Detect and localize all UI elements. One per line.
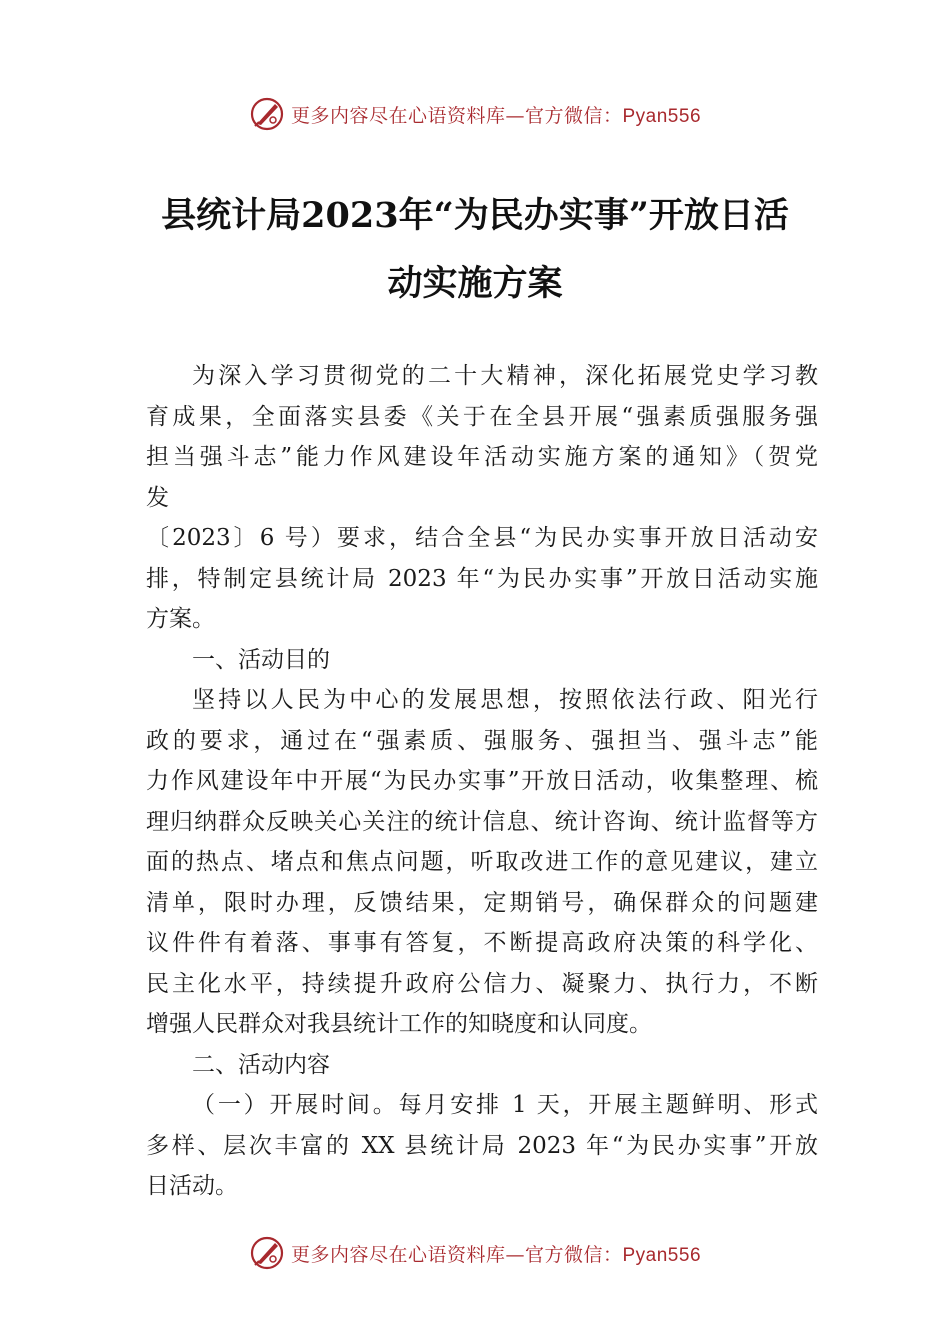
body-line: 育成果，全面落实县委《关于在全县开展“强素质强服务强 <box>146 403 818 430</box>
footer-watermark-banner <box>0 1233 950 1273</box>
document-body <box>146 356 818 1207</box>
body-line: 面的热点、堵点和焦点问题，听取改进工作的意见建议，建立 <box>146 849 818 875</box>
body-line: 多样、层次丰富的 XX 县统计局 2023 年“为民办实事”开放 <box>146 1132 818 1159</box>
header-watermark-banner <box>0 94 950 134</box>
body-line: （一）开展时间。每月安排 1 天，开展主题鲜明、形式 <box>192 1092 818 1118</box>
title-line-2: 动实施方案 <box>387 263 563 304</box>
body-line: 担当强斗志”能力作风建设年活动实施方案的通知》（贺党 <box>146 444 818 470</box>
body-line: 排，特制定县统计局 2023 年“为民办实事”开放日活动实施 <box>146 565 818 592</box>
body-line: 发 <box>146 484 169 511</box>
document-title <box>110 182 840 318</box>
wechat-id: Pyan556 <box>622 1244 702 1266</box>
body-line: 政的要求，通过在“强素质、强服务、强担当、强斗志”能 <box>146 727 818 754</box>
body-line: 民主化水平，持续提升政府公信力、凝聚力、执行力，不断 <box>146 970 818 997</box>
body-line: 力作风建设年中开展“为民办实事”开放日活动，收集整理、梳 <box>146 768 818 794</box>
body-line: 增强人民群众对我县统计工作的知晓度和认同度。 <box>146 1011 652 1037</box>
body-line: 清单，限时办理，反馈结果，定期销号，确保群众的问题建 <box>146 889 818 916</box>
quill-logo-icon <box>249 96 285 132</box>
section-heading: 二、活动内容 <box>192 1051 330 1078</box>
body-line: 为深入学习贯彻党的二十大精神，深化拓展党史学习教 <box>192 363 818 389</box>
body-line: 议件件有着落、事事有答复，不断提高政府决策的科学化、 <box>146 930 818 956</box>
body-line: 〔2023〕6 号）要求，结合全县“为民办实事开放日活动安 <box>146 525 818 551</box>
title-line-1: 县统计局2023年“为民办实事”开放日活 <box>161 195 789 236</box>
body-line: 方案。 <box>146 606 215 632</box>
wechat-id: Pyan556 <box>622 105 702 127</box>
banner-text: 更多内容尽在心语资料库—官方微信：Pyan556 <box>290 1243 702 1266</box>
section-heading: 一、活动目的 <box>192 646 330 673</box>
quill-logo-icon <box>249 1235 285 1271</box>
body-line: 日活动。 <box>146 1173 238 1199</box>
body-line: 理归纳群众反映关心关注的统计信息、统计咨询、统计监督等方 <box>146 808 818 835</box>
body-line: 坚持以人民为中心的发展思想，按照依法行政、阳光行 <box>192 687 818 713</box>
banner-text: 更多内容尽在心语资料库—官方微信：Pyan556 <box>290 104 702 127</box>
